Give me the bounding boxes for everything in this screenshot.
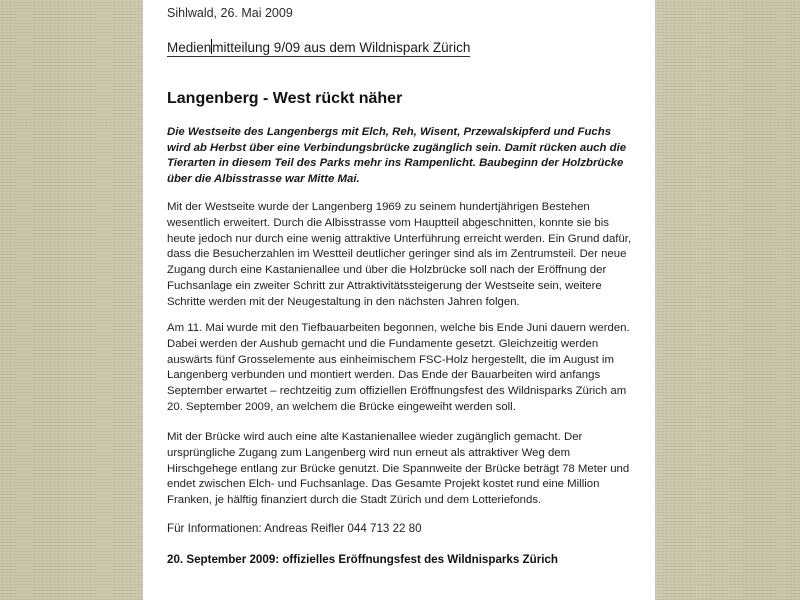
subject-line	[167, 39, 470, 57]
body-paragraph-2: Am 11. Mai wurde mit den Tiefbauarbeiten begonnen, welche bis Ende Juni dauern werden. Dabei werden der Aushub gemacht und die Fundamente gesetzt. Gleichzeitig werden auswärts fünf Grosselemente aus einheimischem FSC-Holz hergestellt, die im August im Langenberg verbunden und montiert werden. Das Ende der Bauarbeiten wird anfangs September erwartet – rechtzeitig zum offiziellen Eröffnungsfest des Wildnisparks Zürich am 20. September 2009, an welchem die Brücke eingeweiht werden soll.	[167, 322, 630, 413]
contact-info: Für Informationen: Andreas Reifler 044 713 22 80	[167, 522, 422, 535]
lead-paragraph: Die Westseite des Langenbergs mit Elch, Reh, Wisent, Przewalskipferd und Fuchs wird ab Herbst über eine Verbindungsbrücke zugänglich sein. Damit rücken auch die Tierarten in diesem Teil des Parks mehr ins Rampenlicht. Baubeginn der Holzbrücke über die Albisstrasse war Mitte Mai.	[167, 126, 627, 185]
body-paragraph-1: Mit der Westseite wurde der Langenberg 1969 zu seinem hundertjährigen Bestehen wesentlich erweitert. Durch die Albisstrasse vom Hauptteil abgeschnitten, konnte sie bis heute jedoch nur durch eine wenig attraktive Unterführung erreicht werden. Ein Grund dafür, dass die Besucherzahlen im Westteil deutlicher geringer sind als im Zentrumsteil. Der neue Zugang durch eine Kastanienallee und über die Holzbrücke soll nach der Eröffnung der Fuchsanlage ein zweiter Schritt zur Attraktivitätssteigerung der Westseite sein, weitere Schritte werden mit der Neugestaltung in den nächsten Jahren folgen.	[167, 201, 632, 308]
event-footer: 20. September 2009: offizielles Eröffnungsfest des Wildnisparks Zürich	[167, 553, 558, 566]
subject-text-end: mitteilung 9/09 aus dem Wildnispark Zürich	[212, 40, 471, 55]
body-paragraph-3: Mit der Brücke wird auch eine alte Kastanienallee wieder zugänglich gemacht. Der ursprüngliche Zugang zum Langenberg wird nun erneut als attraktiver Weg dem Hirschgehege entlang zur Brücke genutzt. Die Spannweite der Brücke beträgt 78 Meter und endet zwischen Elch- und Fuchsanlage. Das Gesamte Projekt kostet rund eine Million Franken, je hälftig finanziert durch die Stadt Zürich und dem Lotteriefonds.	[167, 431, 630, 507]
document-page	[143, 0, 655, 600]
subject-text-start: Medien	[167, 40, 212, 55]
headline: Langenberg - West rückt näher	[167, 90, 403, 107]
dateline: Sihlwald, 26. Mai 2009	[167, 6, 293, 20]
